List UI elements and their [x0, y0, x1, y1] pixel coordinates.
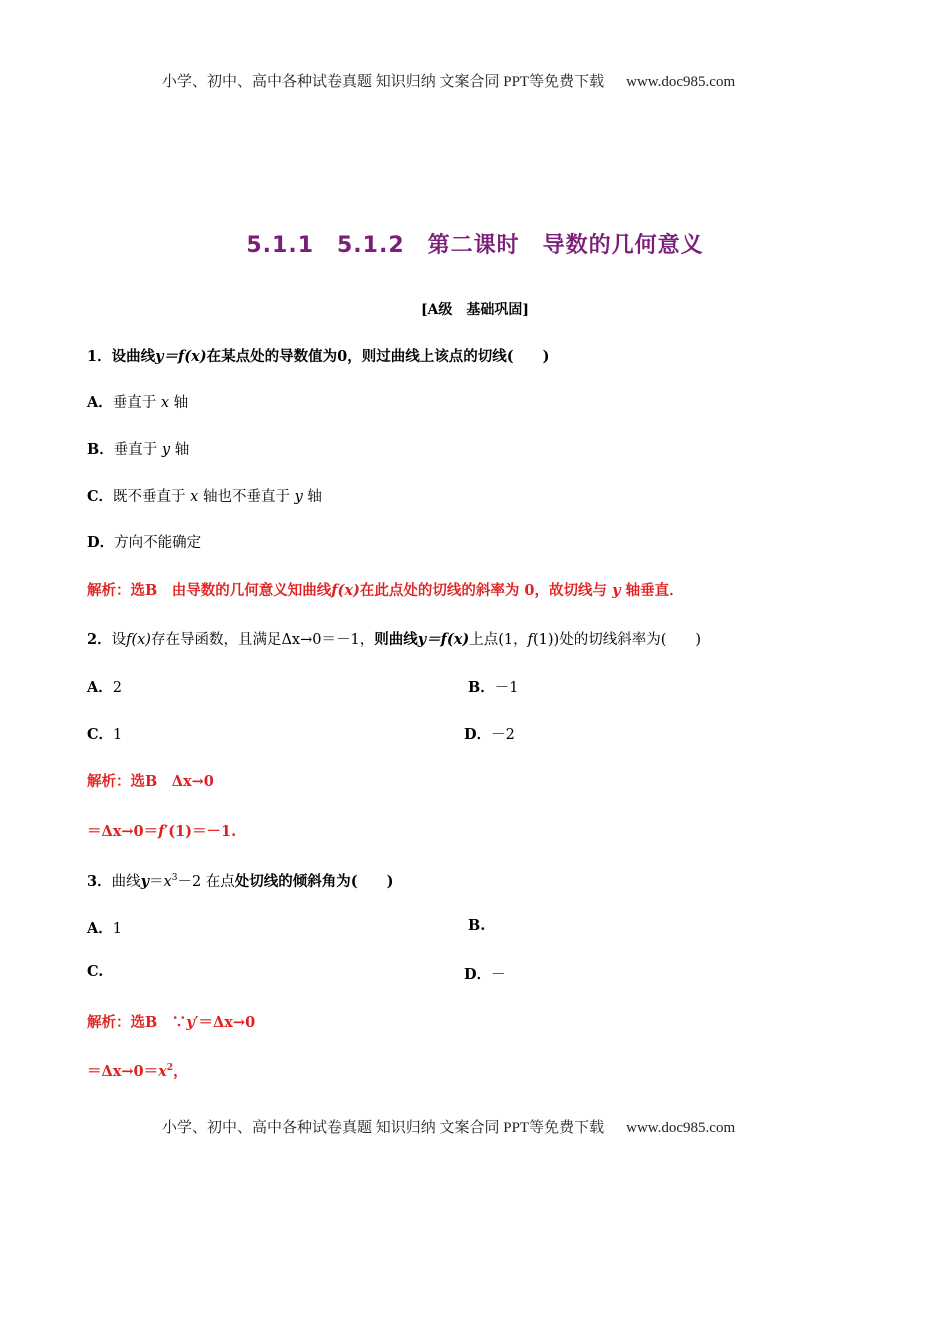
- q3-option-a: A．1: [87, 920, 122, 937]
- q1-solution: 解析：选B 由导数的几何意义知曲线f(x)在此点处的切线的斜率为 0，故切线与 y 轴垂直．: [87, 582, 684, 599]
- q2-solution-line2: ＝Δx→0＝f′(1)＝－1.: [87, 823, 237, 840]
- q3-option-d: D．－: [464, 966, 506, 983]
- q1-option-a: A．垂直于 x 轴: [87, 394, 189, 411]
- section-level: [A级 基础巩固]: [420, 302, 530, 318]
- q2-stem: 2．设f(x)存在导函数，且满足Δx→0＝－1，则曲线y＝f(x)上点(1，f(1))处的切线斜率为( ): [87, 631, 702, 648]
- q2-option-b: B．－1: [468, 679, 519, 696]
- q1-option-d: D．方向不能确定: [87, 534, 202, 551]
- q3-solution-line2: $=\Delta x\to 0=x^2$，: [87, 1063, 188, 1080]
- page-header: [162, 70, 735, 91]
- q2-option-c: C．1: [87, 726, 123, 743]
- q3-solution-line1: 解析：选B ∵y′＝Δx→0: [87, 1014, 256, 1031]
- footer-text: 小学、初中、高中各种试卷真题 知识归纳 文案合同 PPT等免费下载: [162, 1120, 605, 1136]
- q1-option-c: C．既不垂直于 x 轴也不垂直于 y 轴: [87, 488, 322, 505]
- q3-option-c: C.: [87, 963, 104, 980]
- q3-stem: 3．曲线$y=x^3-2$ 在点处切线的倾斜角为( ): [87, 873, 394, 890]
- q2-option-d: D．－2: [464, 726, 515, 743]
- q2-option-a: A．2: [87, 679, 122, 696]
- header-text: 小学、初中、高中各种试卷真题 知识归纳 文案合同 PPT等免费下载: [162, 74, 605, 90]
- header-site[interactable]: www.doc985.com: [626, 74, 736, 90]
- q1-option-b: B．垂直于 y 轴: [87, 441, 190, 458]
- page-title: 5.1.1 5.1.2 第二课时 导数的几何意义: [246, 233, 704, 258]
- q3-option-b: B.: [468, 917, 486, 934]
- page-footer: [162, 1116, 735, 1137]
- q1-stem: 1．设曲线y＝f(x)在某点处的导数值为0，则过曲线上该点的切线( ): [87, 348, 550, 365]
- q2-solution-line1: 解析：选B Δx→0: [87, 773, 214, 790]
- footer-site[interactable]: www.doc985.com: [626, 1120, 736, 1136]
